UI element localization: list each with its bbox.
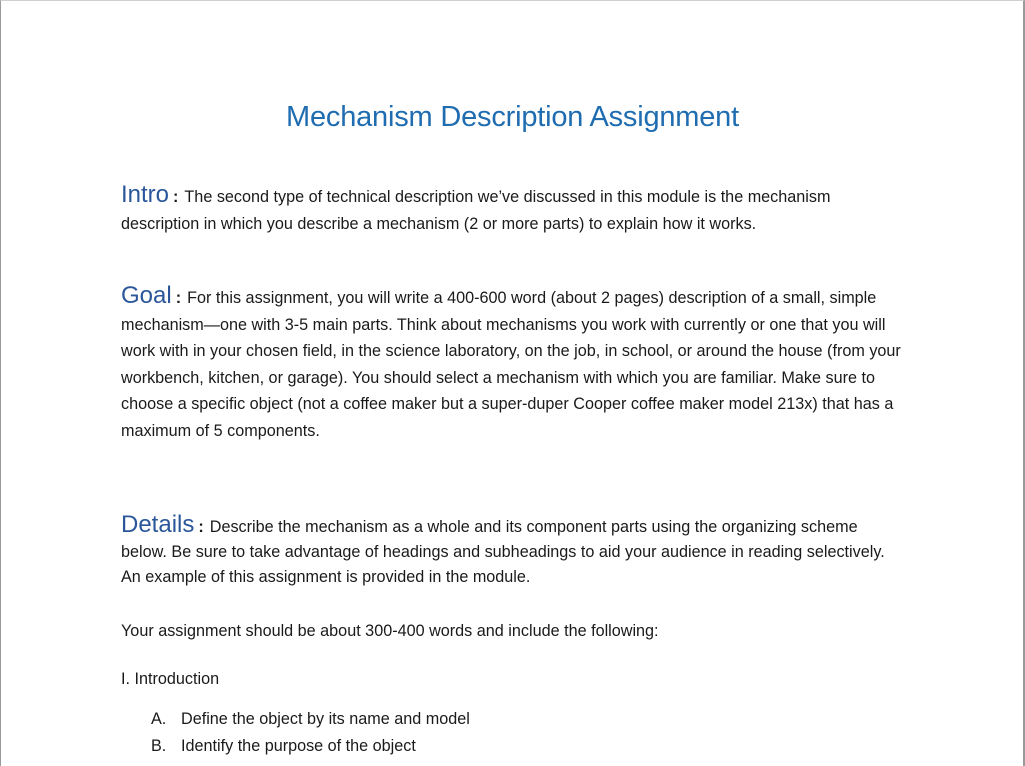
list-item bbox=[151, 706, 470, 733]
intro-text: The second type of technical description we’ve discussed in this module is the mechanism description in which you describe a mechanism (2 or more parts) to explain how it works. bbox=[121, 188, 831, 233]
details-colon: : bbox=[198, 518, 204, 536]
intro-paragraph bbox=[121, 182, 901, 237]
intro-colon: : bbox=[173, 188, 179, 206]
list-item-text: Define the object by its name and model bbox=[181, 710, 470, 728]
list-item-marker: B. bbox=[151, 736, 167, 755]
details-paragraph bbox=[121, 512, 901, 590]
details-text: Describe the mechanism as a whole and its component parts using the organizing scheme below. Be sure to take advantage of headings and subheadings to aid your audience in reading selectively. An example of this assignment is provided in the module. bbox=[121, 518, 885, 586]
list-item bbox=[151, 733, 470, 760]
section-one-list bbox=[151, 706, 470, 759]
goal-heading: Goal bbox=[121, 282, 172, 309]
section-one-heading: I. Introduction bbox=[121, 670, 220, 688]
document-title: Mechanism Description Assignment bbox=[286, 101, 739, 133]
goal-text: For this assignment, you will write a 400-600 word (about 2 pages) description of a small, simple mechanism—one with 3-5 main parts. Think about mechanisms you work with currently or one that you will work with in your chosen field, in the science laboratory, on the job, in school, or around the house (from your workbench, kitchen, or garage). You should select a mechanism with which you are familiar. Make sure to choose a specific object (not a coffee maker but a super-duper Cooper coffee maker model 213x) that has a maximum of 5 components. bbox=[121, 289, 901, 440]
list-item-text: Identify the purpose of the object bbox=[181, 736, 416, 755]
goal-colon: : bbox=[175, 289, 182, 307]
goal-paragraph bbox=[121, 283, 901, 444]
details-heading: Details bbox=[121, 511, 195, 538]
assignment-length-line: Your assignment should be about 300-400 words and include the following: bbox=[121, 622, 659, 640]
intro-heading: Intro bbox=[121, 181, 170, 208]
list-item-marker: A. bbox=[151, 710, 167, 728]
